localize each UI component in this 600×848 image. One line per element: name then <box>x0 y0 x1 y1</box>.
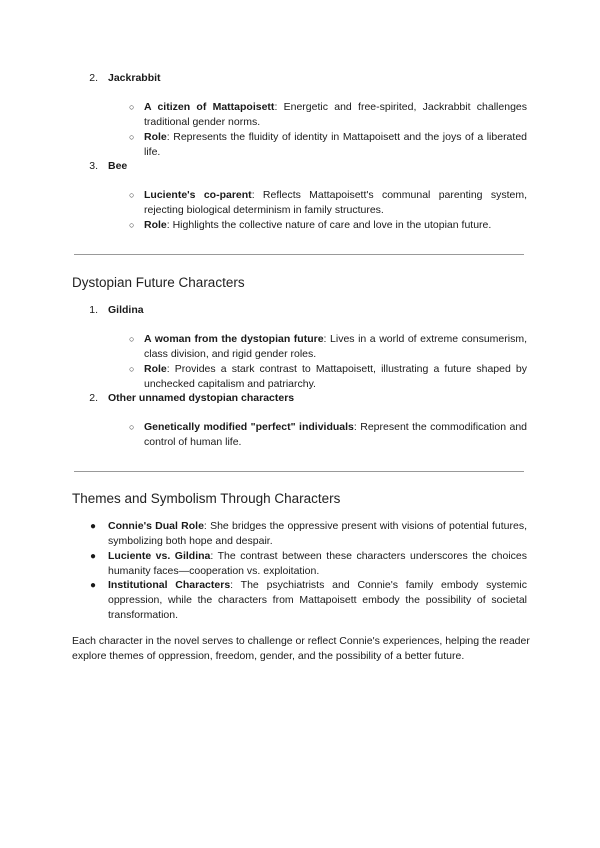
horizontal-divider <box>74 471 524 472</box>
list-item <box>144 362 527 392</box>
list-number: 2. <box>89 72 98 84</box>
hollow-bullet-icon: ○ <box>129 422 135 432</box>
hollow-bullet-icon: ○ <box>129 102 135 112</box>
horizontal-divider <box>74 254 524 255</box>
item-label: Role <box>144 219 167 231</box>
item-text: : Represents the fluidity of identity in Mattapoisett and the joys of a liberated life. <box>144 131 527 158</box>
item-label: A citizen of Mattapoisett <box>144 101 275 113</box>
item-text: : The contrast between these characters underscores the choices humanity faces—cooperation vs. exploitation. <box>108 550 527 577</box>
bullet-icon: ● <box>90 580 97 591</box>
item-label: Role <box>144 363 167 375</box>
character-name-gildina: Gildina <box>108 304 144 316</box>
section-heading-themes: Themes and Symbolism Through Characters <box>72 491 341 506</box>
item-label: Connie's Dual Role <box>108 520 204 532</box>
item-text: : She bridges the oppressive present with visions of potential futures, symbolizing both hope and despair. <box>108 520 527 547</box>
hollow-bullet-icon: ○ <box>129 132 135 142</box>
item-label: Role <box>144 131 167 143</box>
closing-paragraph: Each character in the novel serves to challenge or reflect Connie's experiences, helping the reader explore themes of oppression, freedom, gender, and the possibility of a better future. <box>72 635 530 662</box>
list-item <box>144 188 527 218</box>
hollow-bullet-icon: ○ <box>129 190 135 200</box>
list-item <box>144 332 527 362</box>
list-number: 3. <box>89 160 98 172</box>
section-heading-dystopian: Dystopian Future Characters <box>72 275 245 290</box>
item-text: : Highlights the collective nature of care and love in the utopian future. <box>166 219 492 231</box>
character-name-unnamed: Other unnamed dystopian characters <box>108 392 295 404</box>
list-item <box>144 420 527 450</box>
item-text: : Represent the commodification and control of human life. <box>144 421 527 448</box>
hollow-bullet-icon: ○ <box>129 334 135 344</box>
list-item <box>144 218 527 233</box>
item-label: Luciente vs. Gildina <box>108 550 211 562</box>
item-text: : Reflects Mattapoisett's communal parenting system, rejecting biological determinism in family structures. <box>144 189 527 216</box>
character-name-bee: Bee <box>108 160 128 172</box>
item-label: Institutional Characters <box>108 579 231 591</box>
list-item <box>144 100 527 130</box>
list-item <box>108 519 527 549</box>
item-text: : Energetic and free-spirited, Jackrabbit challenges traditional gender norms. <box>144 101 527 128</box>
item-label: Genetically modified "perfect" individuals <box>144 421 354 433</box>
item-text: : Lives in a world of extreme consumerism, class division, and rigid gender roles. <box>144 333 527 360</box>
list-number: 2. <box>89 392 98 404</box>
hollow-bullet-icon: ○ <box>129 364 135 374</box>
item-label: Luciente's co-parent <box>144 189 252 201</box>
bullet-icon: ● <box>90 521 97 532</box>
bullet-icon: ● <box>90 551 97 562</box>
list-item <box>144 130 527 160</box>
list-number: 1. <box>89 304 98 316</box>
character-name-jackrabbit: Jackrabbit <box>108 72 161 84</box>
hollow-bullet-icon: ○ <box>129 220 135 230</box>
list-item <box>108 578 527 623</box>
item-label: A woman from the dystopian future <box>144 333 324 345</box>
item-text: : Provides a stark contrast to Mattapoisett, illustrating a future shaped by unchecked capitalism and patriarchy. <box>144 363 527 390</box>
list-item <box>108 549 527 579</box>
item-text: : The psychiatrists and Connie's family embody systemic oppression, while the characters from Mattapoisett embody the possibility of societal transformation. <box>108 579 527 621</box>
